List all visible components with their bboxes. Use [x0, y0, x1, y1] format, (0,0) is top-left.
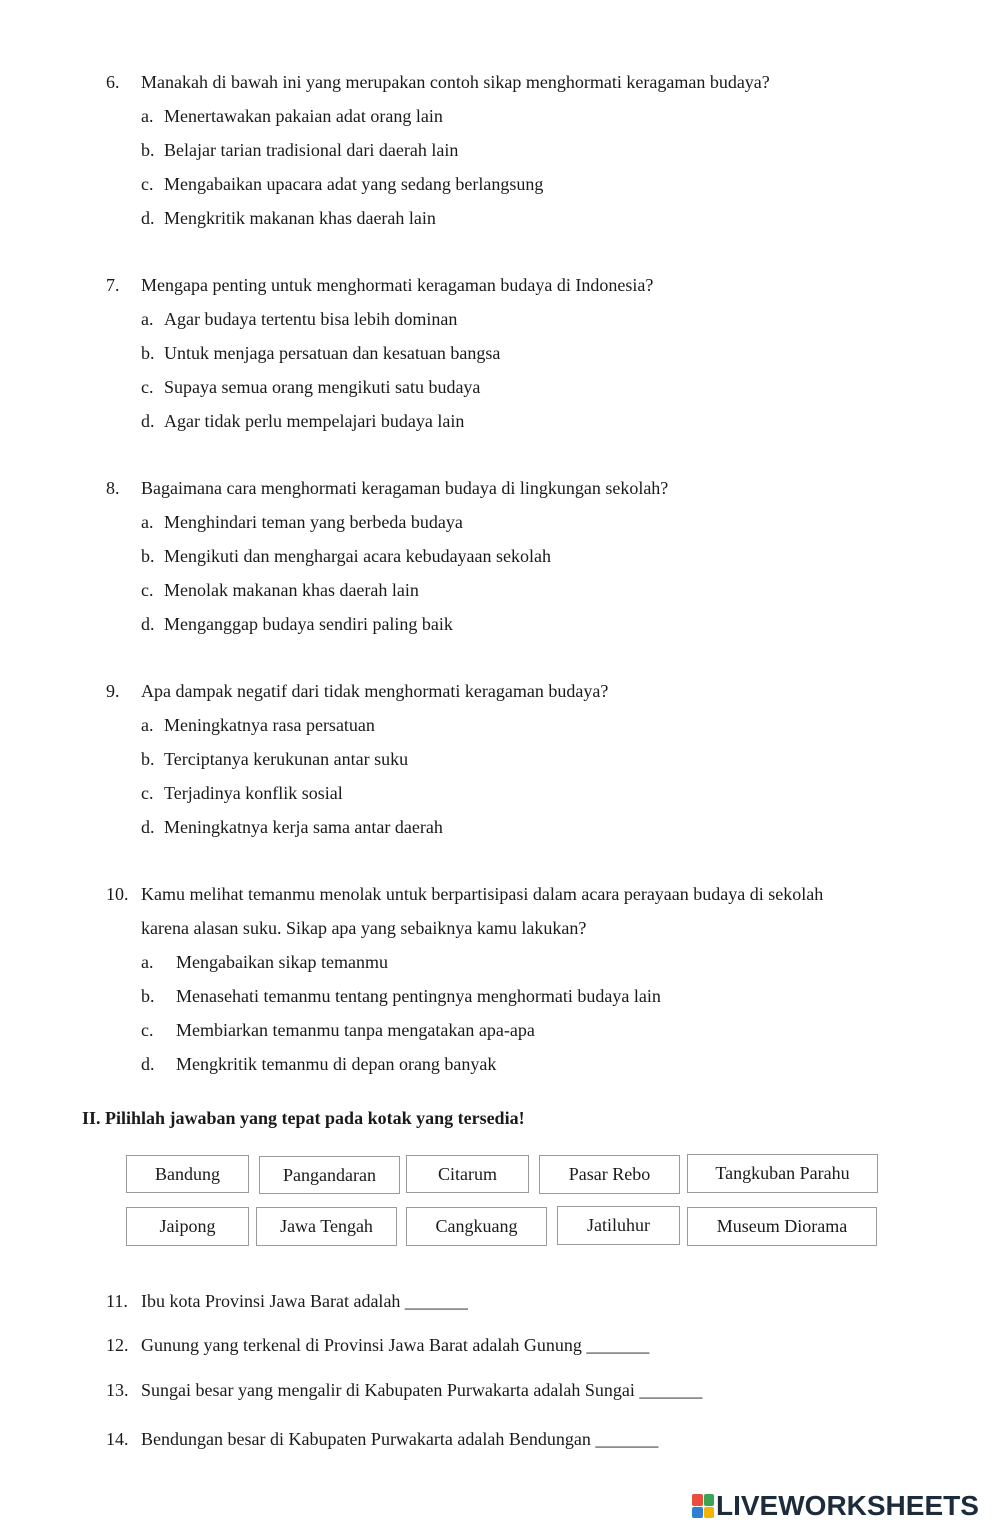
option-text[interactable]: Supaya semua orang mengikuti satu budaya [164, 377, 481, 397]
option-letter: c. [141, 1020, 154, 1040]
question-number: 7. [106, 275, 120, 295]
option-letter: d. [141, 614, 155, 634]
option-text[interactable]: Meningkatnya rasa persatuan [164, 715, 375, 735]
answer-box-pasar-rebo[interactable]: Pasar Rebo [539, 1155, 680, 1194]
fill-question-text[interactable]: Bendungan besar di Kabupaten Purwakarta adalah Bendungan _______ [141, 1429, 659, 1449]
question-text: Mengapa penting untuk menghormati keragaman budaya di Indonesia? [141, 275, 654, 295]
option-text[interactable]: Belajar tarian tradisional dari daerah lain [164, 140, 459, 160]
option-letter: b. [141, 986, 155, 1006]
option-letter: d. [141, 208, 155, 228]
option-text[interactable]: Mengkritik makanan khas daerah lain [164, 208, 436, 228]
option-text[interactable]: Menolak makanan khas daerah lain [164, 580, 419, 600]
fill-question-text[interactable]: Ibu kota Provinsi Jawa Barat adalah _______ [141, 1291, 468, 1311]
option-text[interactable]: Agar tidak perlu mempelajari budaya lain [164, 411, 465, 431]
option-text[interactable]: Membiarkan temanmu tanpa mengatakan apa-apa [176, 1020, 535, 1040]
option-letter: a. [141, 512, 154, 532]
option-text[interactable]: Menasehati temanmu tentang pentingnya menghormati budaya lain [176, 986, 661, 1006]
question-text: Apa dampak negatif dari tidak menghormati keragaman budaya? [141, 681, 609, 701]
question-text-line1: Kamu melihat temanmu menolak untuk berpartisipasi dalam acara perayaan budaya di sekolah [141, 884, 824, 904]
answer-box-bandung[interactable]: Bandung [126, 1155, 249, 1193]
question-text: Bagaimana cara menghormati keragaman budaya di lingkungan sekolah? [141, 478, 669, 498]
option-text[interactable]: Terciptanya kerukunan antar suku [164, 749, 409, 769]
question-number: 9. [106, 681, 120, 701]
question-number: 13. [106, 1380, 129, 1400]
option-letter: d. [141, 411, 155, 431]
option-letter: b. [141, 546, 155, 566]
answer-box-tangkuban-parahu[interactable]: Tangkuban Parahu [687, 1154, 878, 1193]
option-letter: a. [141, 106, 154, 126]
option-letter: c. [141, 783, 154, 803]
option-letter: b. [141, 343, 155, 363]
answer-box-museum-diorama[interactable]: Museum Diorama [687, 1207, 877, 1246]
option-text[interactable]: Mengabaikan upacara adat yang sedang berlangsung [164, 174, 544, 194]
fill-question-text[interactable]: Gunung yang terkenal di Provinsi Jawa Barat adalah Gunung _______ [141, 1335, 650, 1355]
liveworksheets-logo [692, 1490, 979, 1522]
answer-box-pangandaran[interactable]: Pangandaran [259, 1156, 400, 1194]
question-number: 8. [106, 478, 120, 498]
question-number: 6. [106, 72, 120, 92]
option-letter: c. [141, 174, 154, 194]
option-letter: a. [141, 715, 154, 735]
question-text: Manakah di bawah ini yang merupakan contoh sikap menghormati keragaman budaya? [141, 72, 770, 92]
question-number: 11. [106, 1291, 128, 1311]
option-text[interactable]: Mengabaikan sikap temanmu [176, 952, 388, 972]
option-text[interactable]: Untuk menjaga persatuan dan kesatuan bangsa [164, 343, 501, 363]
answer-box-jatiluhur[interactable]: Jatiluhur [557, 1206, 680, 1245]
option-text[interactable]: Meningkatnya kerja sama antar daerah [164, 817, 443, 837]
answer-box-jawa-tengah[interactable]: Jawa Tengah [256, 1207, 397, 1246]
option-letter: d. [141, 1054, 155, 1074]
option-letter: b. [141, 140, 155, 160]
option-text[interactable]: Terjadinya konflik sosial [164, 783, 343, 803]
option-letter: c. [141, 580, 154, 600]
answer-box-cangkuang[interactable]: Cangkuang [406, 1207, 547, 1246]
section-2-title: II. Pilihlah jawaban yang tepat pada kotak yang tersedia! [82, 1108, 525, 1128]
question-number: 10. [106, 884, 129, 904]
question-text-line2: karena alasan suku. Sikap apa yang sebaiknya kamu lakukan? [141, 918, 587, 938]
option-text[interactable]: Menertawakan pakaian adat orang lain [164, 106, 443, 126]
option-letter: d. [141, 817, 155, 837]
option-letter: a. [141, 952, 154, 972]
fill-question-text[interactable]: Sungai besar yang mengalir di Kabupaten Purwakarta adalah Sungai _______ [141, 1380, 703, 1400]
option-text[interactable]: Mengkritik temanmu di depan orang banyak [176, 1054, 497, 1074]
option-text[interactable]: Agar budaya tertentu bisa lebih dominan [164, 309, 458, 329]
liveworksheets-logo-icon [692, 1494, 714, 1518]
answer-box-jaipong[interactable]: Jaipong [126, 1207, 249, 1246]
question-number: 14. [106, 1429, 129, 1449]
option-letter: a. [141, 309, 154, 329]
option-text[interactable]: Menganggap budaya sendiri paling baik [164, 614, 453, 634]
option-letter: b. [141, 749, 155, 769]
answer-box-citarum[interactable]: Citarum [406, 1155, 529, 1193]
option-text[interactable]: Menghindari teman yang berbeda budaya [164, 512, 463, 532]
question-number: 12. [106, 1335, 129, 1355]
logo-text: LIVEWORKSHEETS [716, 1490, 979, 1521]
option-text[interactable]: Mengikuti dan menghargai acara kebudayaan sekolah [164, 546, 552, 566]
option-letter: c. [141, 377, 154, 397]
